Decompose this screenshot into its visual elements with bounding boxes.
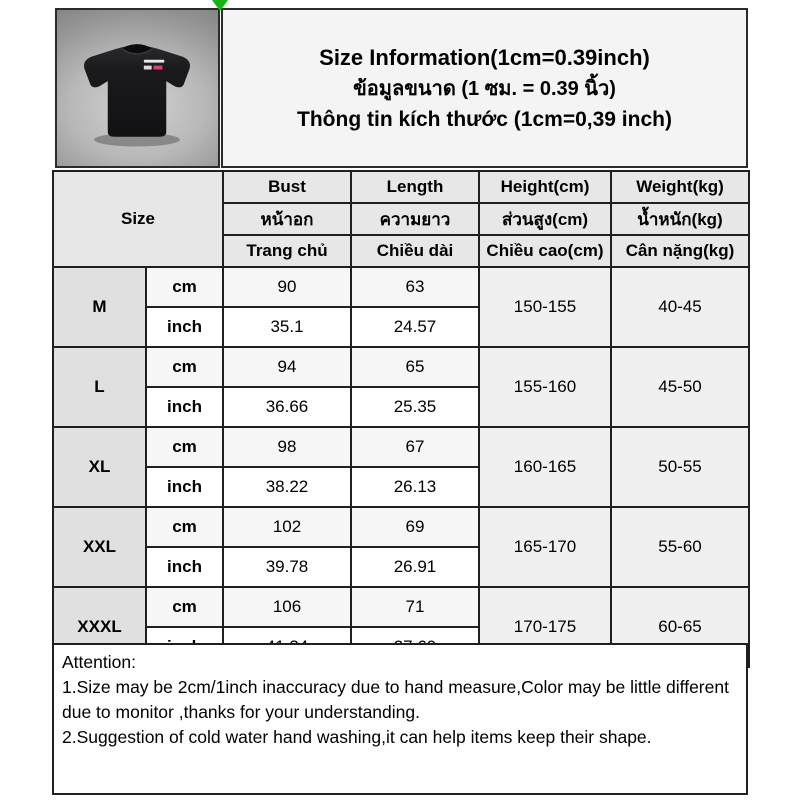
bust-cm: 106 (223, 587, 351, 627)
size-cell-xxl: XXL (53, 507, 146, 587)
weight-range: 45-50 (611, 347, 749, 427)
col-header-weight-vi: Cân nặng(kg) (611, 235, 749, 267)
height-range: 165-170 (479, 507, 611, 587)
length-inch: 26.13 (351, 467, 479, 507)
unit-inch: inch (146, 547, 223, 587)
green-corner-marker (212, 0, 228, 11)
bust-inch: 38.22 (223, 467, 351, 507)
tshirt-logo-text (144, 60, 164, 63)
unit-cm: cm (146, 587, 223, 627)
size-table (52, 170, 750, 668)
bust-cm: 90 (223, 267, 351, 307)
height-range: 170-175 (479, 587, 611, 667)
tshirt-illustration (57, 10, 218, 166)
weight-range: 40-45 (611, 267, 749, 347)
length-cm: 65 (351, 347, 479, 387)
col-header-bust-en: Bust (223, 171, 351, 203)
col-header-bust-th: หน้าอก (223, 203, 351, 235)
table-row (53, 267, 749, 307)
bust-cm: 94 (223, 347, 351, 387)
length-inch: 25.35 (351, 387, 479, 427)
weight-range: 50-55 (611, 427, 749, 507)
bust-inch: 39.78 (223, 547, 351, 587)
col-header-bust-vi: Trang chủ (223, 235, 351, 267)
attention-heading: Attention: (62, 652, 136, 672)
title-vietnamese: Thông tin kích thước (1cm=0,39 inch) (297, 107, 672, 131)
attention-note-1: 1.Size may be 2cm/1inch inaccuracy due to hand measure,Color may be little different due to monitor ,thanks for your understanding. (62, 676, 729, 722)
col-header-length-th: ความยาว (351, 203, 479, 235)
header-row-english (53, 171, 749, 203)
unit-cm: cm (146, 507, 223, 547)
table-row (53, 587, 749, 627)
unit-inch: inch (146, 467, 223, 507)
length-cm: 69 (351, 507, 479, 547)
col-header-weight-en: Weight(kg) (611, 171, 749, 203)
col-header-height-en: Height(cm) (479, 171, 611, 203)
size-cell-xxxl: XXXL (53, 587, 146, 667)
size-cell-xl: XL (53, 427, 146, 507)
table-row (53, 427, 749, 467)
unit-inch: inch (146, 387, 223, 427)
title-thai: ข้อมูลขนาด (1 ซม. = 0.39 นิ้ว) (353, 77, 616, 100)
height-range: 155-160 (479, 347, 611, 427)
weight-range: 60-65 (611, 587, 749, 667)
length-cm: 71 (351, 587, 479, 627)
bust-cm: 98 (223, 427, 351, 467)
length-cm: 67 (351, 427, 479, 467)
length-inch: 24.57 (351, 307, 479, 347)
attention-notes (52, 643, 748, 795)
bust-cm: 102 (223, 507, 351, 547)
size-cell-l: L (53, 347, 146, 427)
unit-cm: cm (146, 427, 223, 467)
title-box (221, 8, 748, 168)
length-inch: 26.91 (351, 547, 479, 587)
bust-inch: 35.1 (223, 307, 351, 347)
attention-note-2: 2.Suggestion of cold water hand washing,it can help items keep their shape. (62, 726, 652, 747)
table-row (53, 507, 749, 547)
title-english: Size Information(1cm=0.39inch) (319, 44, 650, 70)
size-cell-m: M (53, 267, 146, 347)
col-header-height-vi: Chiều cao(cm) (479, 235, 611, 267)
col-header-height-th: ส่วนสูง(cm) (479, 203, 611, 235)
tshirt-logo-pink-block (154, 66, 163, 70)
weight-range: 55-60 (611, 507, 749, 587)
height-range: 150-155 (479, 267, 611, 347)
table-row (53, 347, 749, 387)
unit-cm: cm (146, 267, 223, 307)
unit-inch: inch (146, 307, 223, 347)
length-cm: 63 (351, 267, 479, 307)
height-range: 160-165 (479, 427, 611, 507)
col-header-weight-th: น้ำหนัก(kg) (611, 203, 749, 235)
size-header-cell: Size (53, 171, 223, 267)
unit-cm: cm (146, 347, 223, 387)
col-header-length-vi: Chiều dài (351, 235, 479, 267)
product-photo (55, 8, 220, 168)
col-header-length-en: Length (351, 171, 479, 203)
bust-inch: 36.66 (223, 387, 351, 427)
